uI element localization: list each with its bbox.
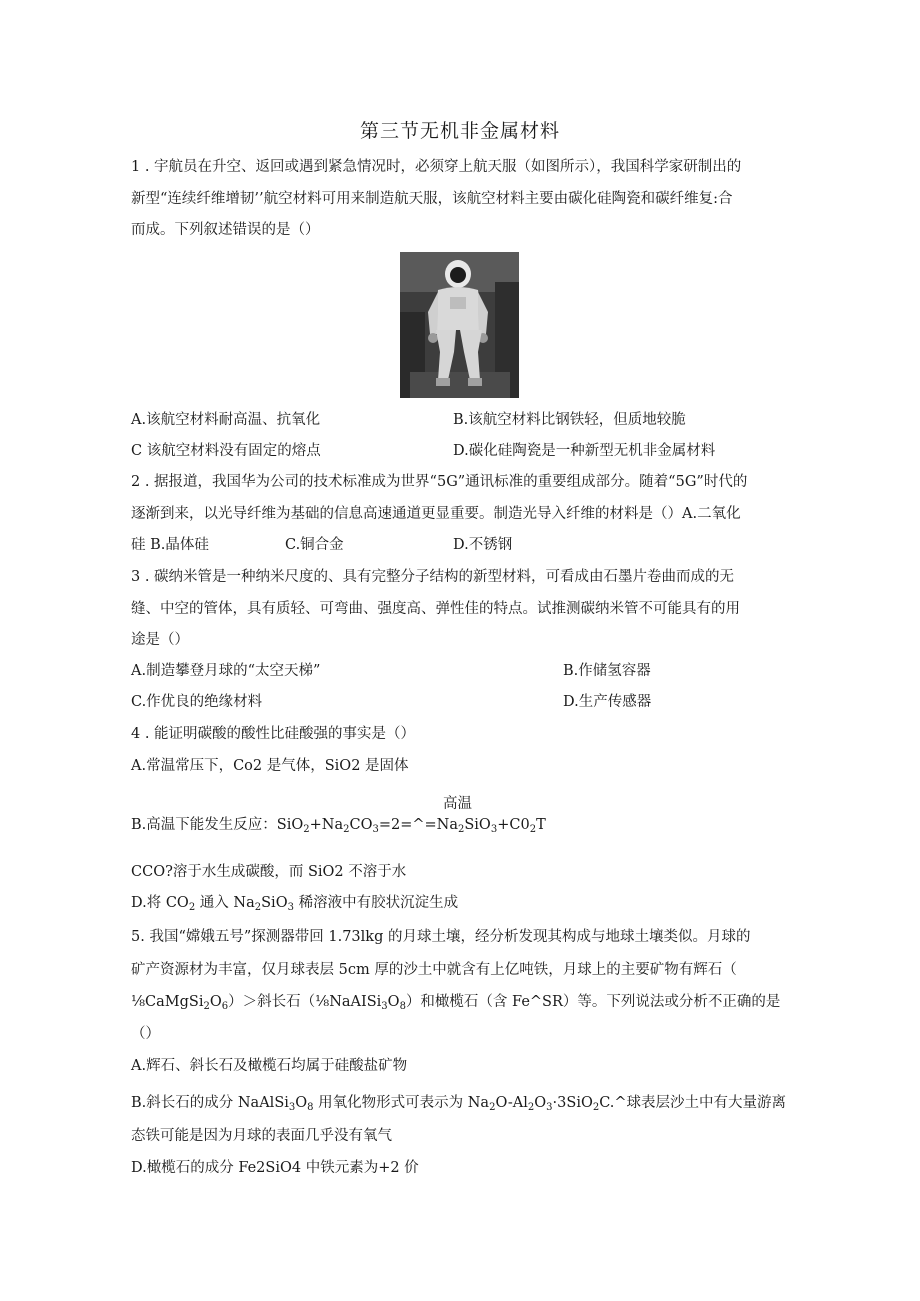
q5-option-c: 态铁可能是因为月球的表面几乎没有氧气 bbox=[131, 1128, 392, 1144]
q4-option-a: A.常温常压下，Co2 是气体，SiO2 是固体 bbox=[131, 758, 409, 774]
astronaut-photo bbox=[400, 252, 519, 398]
q4-stem: 4 . 能证明碳酸的酸性比硅酸强的事实是（） bbox=[131, 726, 416, 742]
q3-option-c: C.作优良的绝缘材料 bbox=[131, 694, 263, 710]
q5-stem-line4: （） bbox=[131, 1026, 160, 1042]
q2-option-c: C.铜合金 bbox=[285, 537, 344, 553]
q3-stem-line3: 途是（） bbox=[131, 632, 189, 648]
q1-stem-line1: 1 . 宇航员在升空、返回或遇到紧急情况时，必须穿上航天服（如图所示），我国科学家研制出的 bbox=[131, 159, 742, 175]
q4-option-d: D.将 $CO_2$ 通入 $Na_2SiO_3$ 稀溶液中有胶状沉淀生成 bbox=[131, 895, 459, 913]
q1-option-b: B.该航空材料比钢铁轻，但质地较脆 bbox=[453, 412, 686, 428]
q3-stem-line1: 3 . 碳纳米管是一种纳米尺度的、具有完整分子结构的新型材料，可看成由石墨片卷曲而成的无 bbox=[131, 569, 735, 585]
q1-stem-line2: 新型“连续纤维增韧’’航空材料可用来制造航天服，该航空材料主要由碳化硅陶瓷和碳纤维复:合 bbox=[131, 191, 733, 207]
q4-reaction-condition: 高温 bbox=[443, 796, 472, 812]
q5-stem-line3: $\frac{1}{8}CaMgSi_2O_6)>$斜长石$(\frac{1}{8}NaAISi_3O_8)$和橄榄石（含 Fe^SR）等。下列说法或分析不正确的是 bbox=[131, 994, 781, 1012]
q5-option-b: B.斜长石的成分 $NaAlSi_3O_8$ 用氧化物形式可表示为 $Na_2O-Al_2O_3\cdot 3SiO_2C.\^{}$球表层沙土中有大量游离 bbox=[131, 1095, 787, 1113]
q3-option-a: A.制造攀登月球的“太空天梯” bbox=[131, 663, 321, 679]
q5-option-a: A.辉石、斜长石及橄榄石均属于硅酸盐矿物 bbox=[131, 1058, 408, 1074]
q5-option-d: D.橄榄石的成分 Fe2SiO4 中铁元素为+2 价 bbox=[131, 1160, 419, 1176]
q3-stem-line2: 缝、中空的管体，具有质轻、可弯曲、强度高、弹性佳的特点。试推测碳纳米管不可能具有的用 bbox=[131, 601, 740, 617]
q1-option-c: C 该航空材料没有固定的熔点 bbox=[131, 443, 321, 459]
q1-option-a: A.该航空材料耐高温、抗氧化 bbox=[131, 412, 321, 428]
page-title: 第三节无机非金属材料 bbox=[359, 120, 560, 142]
q2-option-d: D.不锈钢 bbox=[453, 537, 513, 553]
q2-stem-line1: 2 . 据报道，我国华为公司的技术标准成为世界“5G”通讯标准的重要组成部分。随着“5G”时代的 bbox=[131, 474, 748, 490]
q3-option-d: D.生产传感器 bbox=[563, 694, 652, 710]
q5-stem-line2: 矿产资源材为丰富，仅月球表层 5cm 厚的沙土中就含有上亿吨铁，月球上的主要矿物有辉石（ bbox=[131, 962, 737, 978]
q4-option-c: CCO?溶于水生成碳酸，而 SiO2 不溶于水 bbox=[131, 864, 407, 880]
q1-stem-line3: 而成。下列叙述错误的是（） bbox=[131, 222, 320, 238]
q1-option-d: D.碳化硅陶瓷是一种新型无机非金属材料 bbox=[453, 443, 716, 459]
q2-option-b: 硅 B.晶体硅 bbox=[131, 537, 209, 553]
q2-stem-line2: 逐渐到来，以光导纤维为基础的信息高速通道更显重要。制造光导入纤维的材料是（）A.二氧化 bbox=[131, 506, 741, 522]
q5-stem-line1: 5. 我国“嫦娥五号”探测器带回 1.73lkg 的月球土壤，经分析发现其构成与地球土壤类似。月球的 bbox=[131, 929, 751, 945]
q4-option-b: B.高温下能发生反应：$SiO_2+Na_2CO_3=2=\^{}=Na_2SiO_3+C0_2T$ bbox=[131, 817, 546, 835]
q3-option-b: B.作储氢容器 bbox=[563, 663, 651, 679]
